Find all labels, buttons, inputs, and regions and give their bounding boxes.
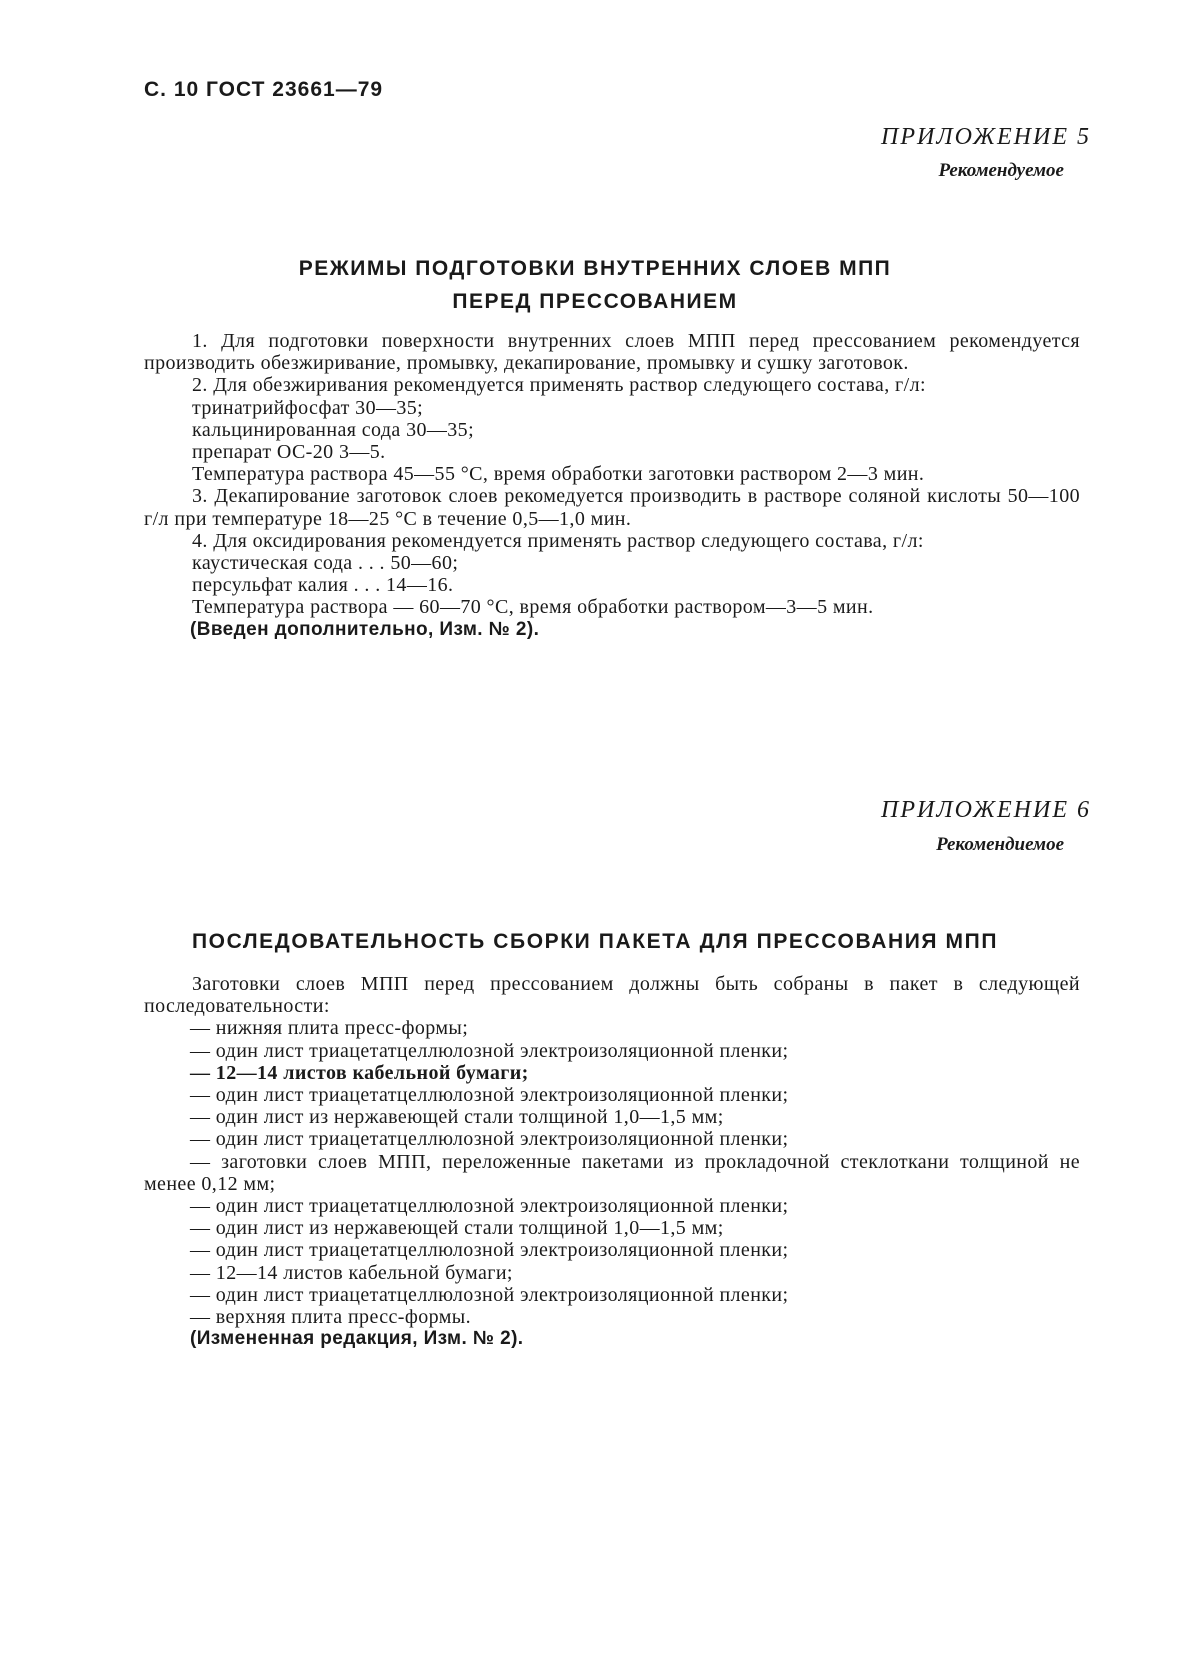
appendix-6-title-line: ПОСЛЕДОВАТЕЛЬНОСТЬ СБОРКИ ПАКЕТА ДЛЯ ПРЕССОВАНИЯ МПП [191,930,999,953]
list-item: препарат ОС-20 3—5. [192,441,386,464]
appendix-5-title-line1: РЕЖИМЫ ПОДГОТОВКИ ВНУТРЕННИХ СЛОЕВ МПП [298,257,892,280]
list-item: — один лист триацетатцеллюлозной электроизоляционной пленки; [190,1128,789,1151]
appendix-5-status: Рекомендуемое [938,160,1064,181]
list-item: — один лист из нержавеющей стали толщиной 1,0—1,5 мм; [190,1106,724,1129]
appendix-5-body [144,330,1080,641]
paragraph-2-temperature: Температура раствора 45—55 °С, время обработки заготовки раствором 2—3 мин. [192,463,925,486]
amendment-note: (Введен дополнительно, Изм. № 2). [190,618,540,640]
paragraph-1: 1. Для подготовки поверхности внутренних слоев МПП перед прессованием рекомендуется производить обезжиривание, промывку, декапирование, промывку и сушку заготовок. [144,330,1080,375]
paragraph-3: 3. Декапирование заготовок слоев рекомедуется производить в растворе соляной кислоты 50—100 г/л при температуре 18—25 °С в течение 0,5—1,0 мин. [144,485,1080,530]
list-item: каустическая сода . . . 50—60; [192,552,459,575]
list-item: — один лист триацетатцеллюлозной электроизоляционной пленки; [190,1239,789,1262]
list-item: — нижняя плита пресс-формы; [190,1017,469,1040]
list-item: — 12—14 листов кабельной бумаги; [190,1061,529,1084]
amendment-note: (Измененная редакция, Изм. № 2). [190,1328,524,1350]
list-item: кальцинированная сода 30—35; [192,418,475,441]
list-item: — верхняя плита пресс-формы. [190,1306,471,1329]
list-item: — один лист триацетатцеллюлозной электроизоляционной пленки; [190,1084,789,1107]
appendix-6-label: ПРИЛОЖЕНИЕ 6 [881,797,1091,823]
appendix-6-title [130,925,1060,958]
page-header: С. 10 ГОСТ 23661—79 [144,78,384,101]
list-item: тринатрийфосфат 30—35; [192,396,424,419]
list-item: — один лист триацетатцеллюлозной электроизоляционной пленки; [190,1283,789,1306]
paragraph-4-temperature: Температура раствора — 60—70 °С, время обработки раствором—3—5 мин. [192,596,874,619]
list-item: персульфат калия . . . 14—16. [192,574,454,597]
appendix-5-label: ПРИЛОЖЕНИЕ 5 [881,124,1091,150]
appendix-5-title [130,252,1060,318]
list-item: — 12—14 листов кабельной бумаги; [190,1261,513,1284]
list-item: — один лист из нержавеющей стали толщиной 1,0—1,5 мм; [190,1217,724,1240]
appendix-6-body [144,973,1080,1350]
appendix-6-status: Рекомендиемое [936,834,1064,855]
list-item: — заготовки слоев МПП, переложенные пакетами из прокладочной стеклоткани толщиной не менее 0,12 мм; [144,1150,1080,1195]
paragraph-2: 2. Для обезжиривания рекомендуется применять раствор следующего состава, г/л: [192,374,926,397]
intro-paragraph: Заготовки слоев МПП перед прессованием должны быть собраны в пакет в следующей последовательности: [144,973,1080,1018]
list-item: — один лист триацетатцеллюлозной электроизоляционной пленки; [190,1195,789,1218]
appendix-5-title-line2: ПЕРЕД ПРЕССОВАНИЕМ [452,290,738,313]
paragraph-4: 4. Для оксидирования рекомендуется применять раствор следующего состава, г/л: [192,529,924,552]
list-item: — один лист триацетатцеллюлозной электроизоляционной пленки; [190,1039,789,1062]
